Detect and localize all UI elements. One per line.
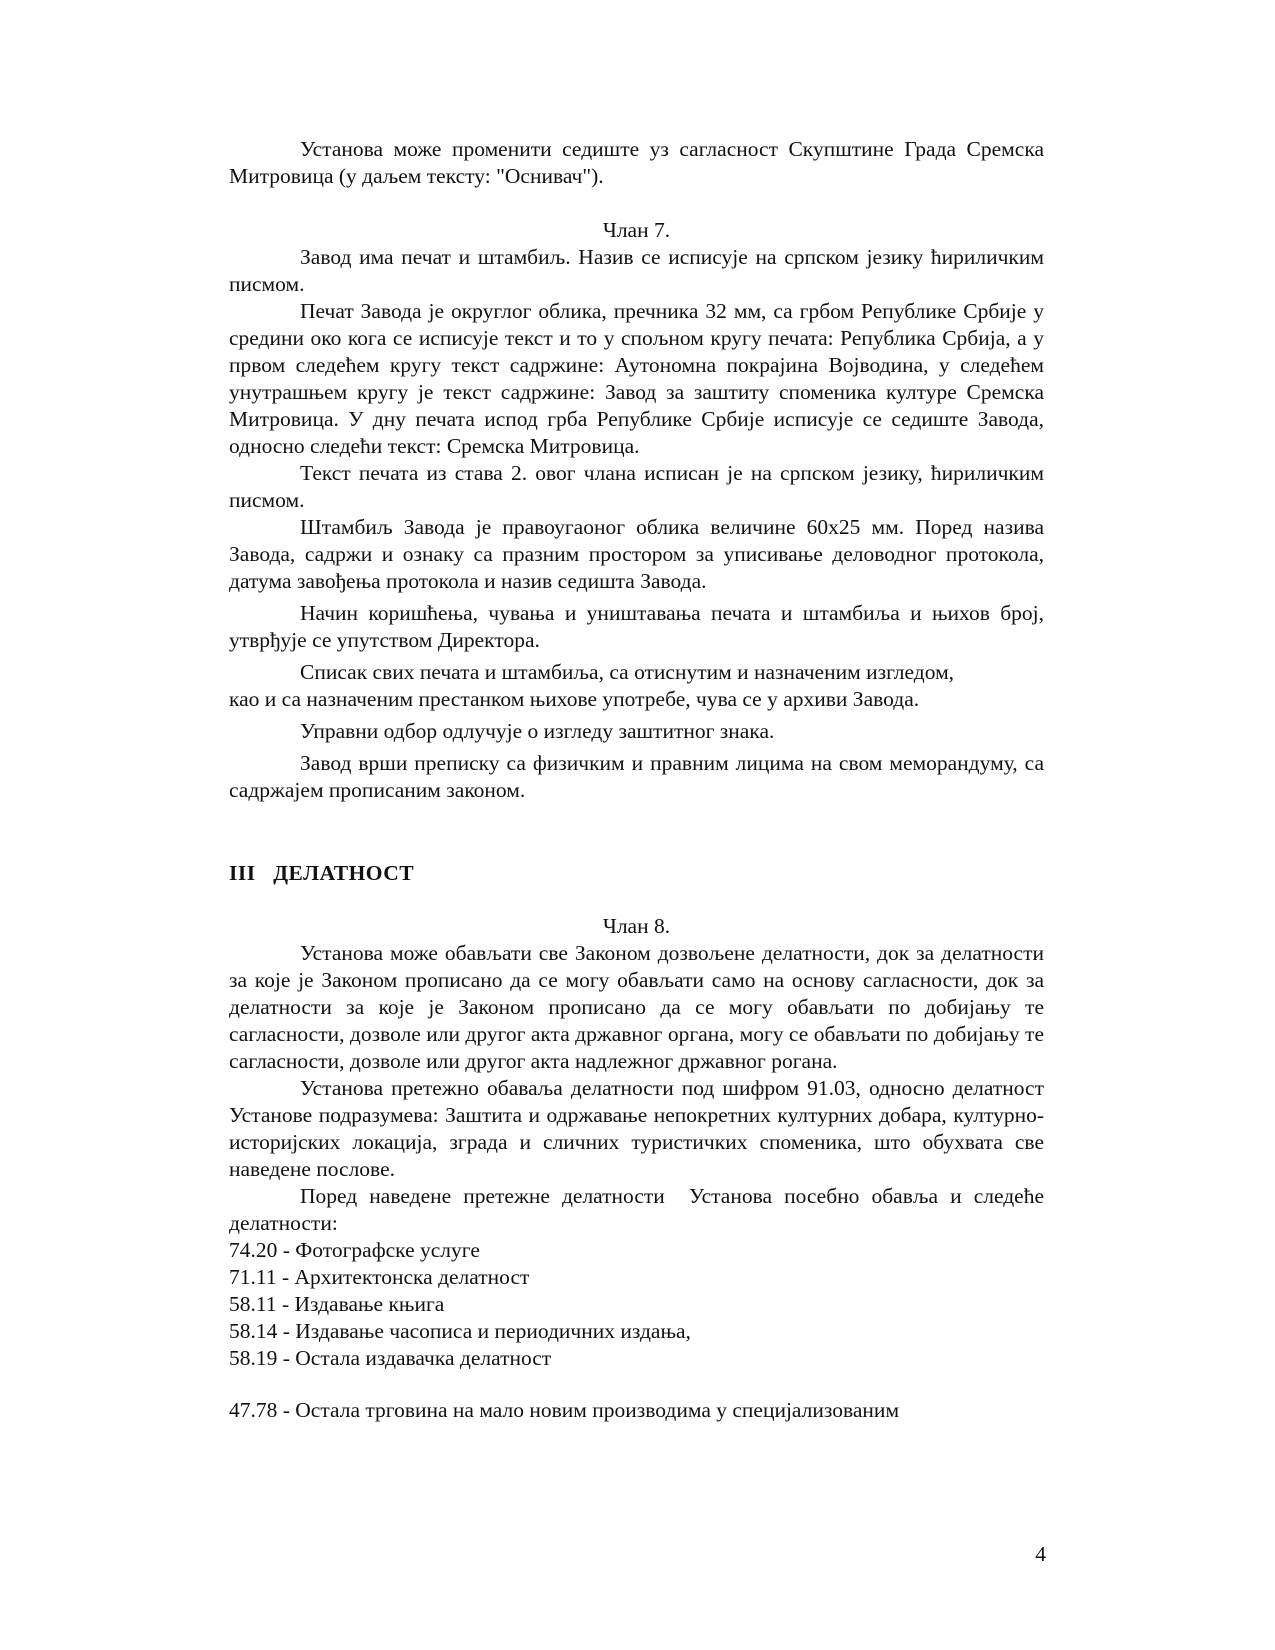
list-item: 58.11 - Издавање књига	[229, 1292, 445, 1316]
article-8-paragraph-2: Установа претежно обаваља делатности под шифром 91.03, односно делатност Установе подразумева: Заштита и одржавање непокретних културних добара, културно-историјских локација, зграда и сличних туристичких споменика, што обухвата све наведене послове.	[229, 1076, 1044, 1181]
article-8-paragraph-3: Поред наведене претежне делатности Установа посебно обавља и следеће делатности:	[229, 1184, 1050, 1235]
document-page	[229, 136, 1050, 1424]
article-7-paragraph-2: Печат Завода је округлог облика, пречника 32 мм, са грбом Републике Србије у средини око кога се исписује текст и то у спољном кругу печата: Република Србија, а у првом следећем кругу текст садржине: Аутономна покрајина Војводина, у следећем унутрашњем кругу је текст садржине: Завод за заштиту споменика културе Сремска Митровица. У дну печата испод грба Републике Србије исписује се седиште Завода, односно следећи текст: Сремска Митровица.	[229, 299, 1044, 458]
activities-list	[229, 1237, 1044, 1372]
activity-last: 47.78 - Остала трговина на мало новим производима у специјализованим	[229, 1398, 900, 1422]
article-7-paragraph-7: Управни одбор одлучује о изгледу заштитног знака.	[300, 719, 775, 743]
article-7-title: Члан 7.	[602, 218, 671, 242]
article-7-paragraph-6-line-2: као и са назначеним престанком њихове употребе, чува се у архиви Завода.	[229, 687, 920, 711]
list-item: 74.20 - Фотографске услуге	[229, 1238, 480, 1262]
article-8-title: Члан 8.	[602, 914, 671, 938]
article-7-paragraph-1: Завод има печат и штамбиљ. Назив се исписује на српском језику ћириличким писмом.	[229, 245, 1044, 296]
list-item: 71.11 - Архитектонска делатност	[229, 1265, 530, 1289]
list-item: 58.14 - Издавање часописа и периодичних издања,	[229, 1319, 691, 1343]
article-7-paragraph-6-line-1: Списак свих печата и штамбиља, са отиснутим и назначеним изгледом,	[300, 660, 955, 684]
section-title: III ДЕЛАТНОСТ	[229, 861, 415, 885]
page-number: 4	[1035, 1542, 1046, 1566]
article-7-paragraph-3: Текст печата из става 2. овог члана исписан је на српском језику, ћириличким писмом.	[229, 461, 1044, 512]
list-item: 58.19 - Остала издавачка делатност	[229, 1346, 552, 1370]
article-8-paragraph-1: Установа може обављати све Законом дозвољене делатности, док за делатности за које је Законом прописано да се могу обављати само на основу сагласности, док за делатности за које је Законом прописано да се могу обављати по добијању те сагласности, дозволе или другог акта државног органа, могу се обављати по добијању те сагласности, дозволе или другог акта надлежног државног рогана.	[229, 941, 1044, 1073]
paragraph-seat: Установа може променити седиште уз сагласност Скупштине Града Сремска Митровица (у даљем тексту: "Оснивач").	[229, 137, 1044, 188]
article-7-paragraph-8: Завод врши преписку са физичким и правним лицима на свом меморандуму, са садржајем прописаним законом.	[229, 751, 1044, 802]
article-7-paragraph-5: Начин коришћења, чувања и уништавања печата и штамбиља и њихов број, утврђује се упутством Директора.	[229, 601, 1044, 652]
article-7-paragraph-4: Штамбиљ Завода је правоугаоног облика величине 60х25 мм. Поред назива Завода, садржи и ознаку са празним простором за уписивање деловодног протокола, датума завођења протокола и назив седишта Завода.	[229, 515, 1044, 593]
